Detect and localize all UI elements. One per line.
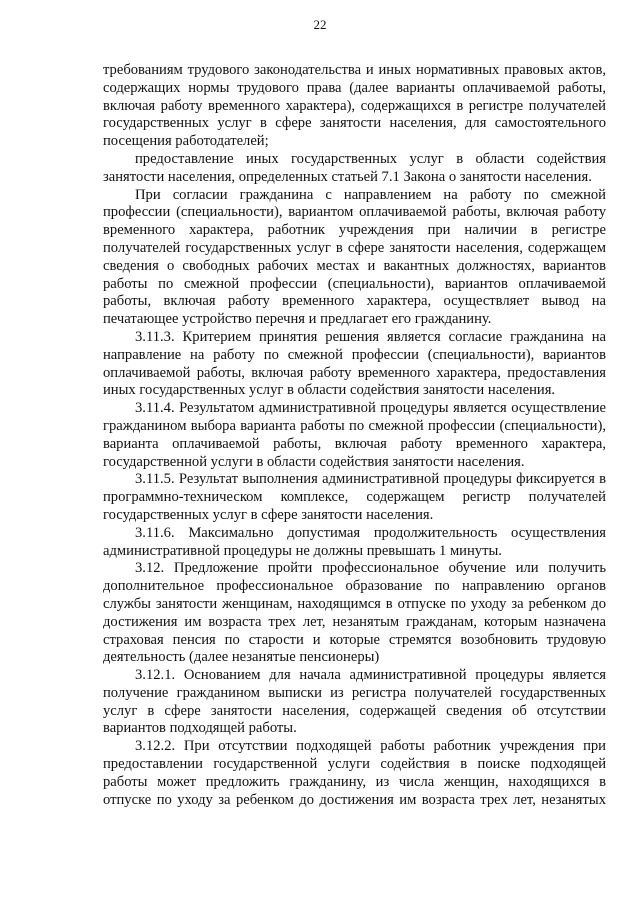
paragraph: 3.11.5. Результат выполнения административной процедуры фиксируется в программно-техническом комплексе, содержащем регистр получателей государственных услуг в сфере занятости населения. [103,471,606,523]
paragraph: При согласии гражданина с направлением на работу по смежной профессии (специальности), вариантом оплачиваемой работы, включая работу временного характера, работник учреждения при наличии в регистре получателей государственных услуг в сфере занятости населения, содержащем сведения о свободных рабочих местах и вакантных должностях, вариантов работы по смежной профессии (специальности), вариантов оплачиваемой работы, включая работу временного характера, осуществляет вывод на печатающее устройство перечня и предлагает его гражданину. [103,186,606,328]
paragraph: 3.12.1. Основанием для начала административной процедуры является получение гражданином выписки из регистра получателей государственных услуг в сфере занятости населения, содержащей сведения об отсутствии вариантов подходящей работы. [103,667,606,737]
paragraph: 3.12.2. При отсутствии подходящей работы работник учреждения при предоставлении государственной услуги содействия в поиске подходящей работы может предложить гражданину, из числа женщин, находящихся в отпуске по уходу за ребенком до достижения им возраста трех лет, незанятых [103,738,606,808]
paragraph: 3.11.3. Критерием принятия решения является согласие гражданина на направление на работу по смежной профессии (специальности), вариантов оплачиваемой работы, включая работу временного характера, предоставления иных государственных услуг в области содействия занятости населения. [103,328,606,399]
paragraph: требованиям трудового законодательства и иных нормативных правовых актов, содержащих нормы трудового права (далее варианты оплачиваемой работы, включая работу временного характера), содержащихся в регистре получателей государственных услуг в сфере занятости населения, для самостоятельного посещения работодателей; [103,62,606,150]
paragraph: 3.11.4. Результатом административной процедуры является осуществление гражданином выбора варианта работы по смежной профессии (специальности), варианта оплачиваемой работы, включая работу временного характера, государственной услуги в области содействия занятости населения. [103,400,606,470]
paragraph: 3.11.6. Максимально допустимая продолжительность осуществления административной процедуры не должны превышать 1 минуты. [103,524,606,559]
page-number: 22 [313,17,327,32]
paragraph: предоставление иных государственных услуг в области содействия занятости населения, определенных статьей 7.1 Закона о занятости населения. [103,150,606,185]
paragraph: 3.12. Предложение пройти профессиональное обучение или получить дополнительное профессиональное образование по направлению органов службы занятости женщинам, находящимся в отпуске по уходу за ребенком до достижения им возраста трех лет, незанятым гражданам, которым назначена страховая пенсия по старости и которые стремятся возобновить трудовую деятельность (далее незанятые пенсионеры) [103,560,606,666]
document-body [103,62,606,809]
